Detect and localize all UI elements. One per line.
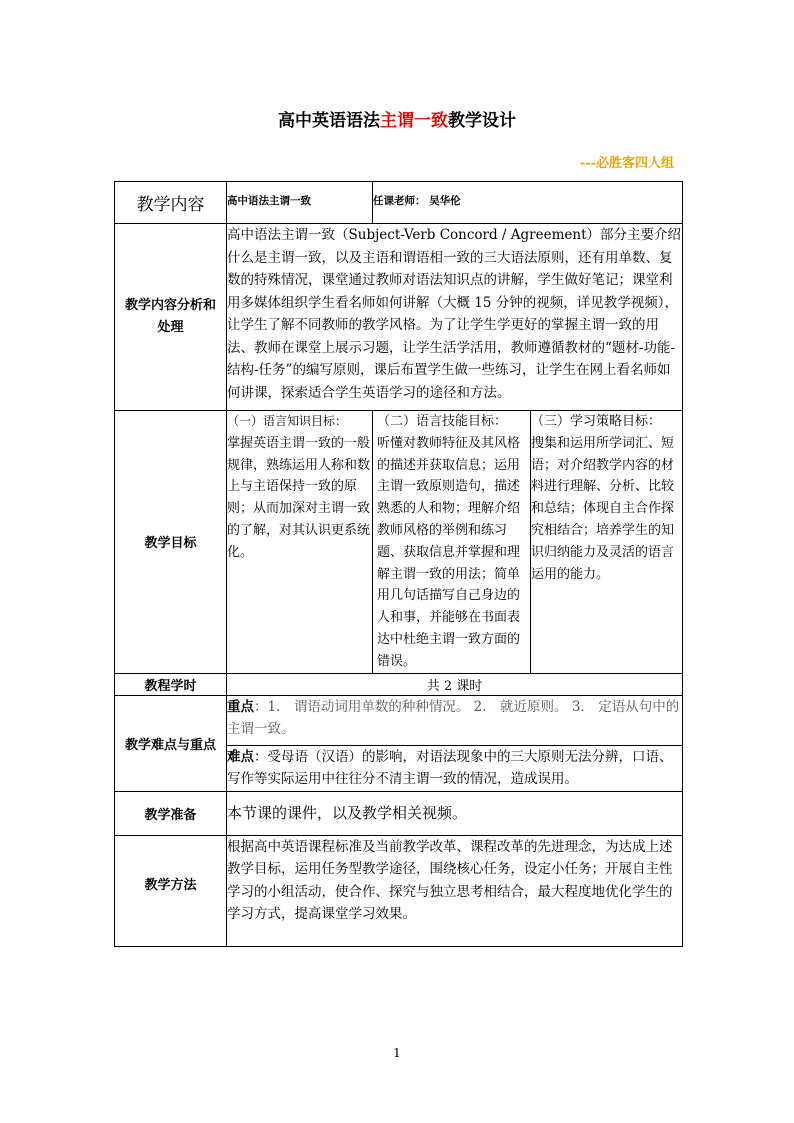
objective-knowledge (227, 411, 373, 674)
content-value: 高中语法主谓一致 (227, 182, 373, 224)
objective-knowledge-body: 掌握英语主谓一致的一般规律，熟练运用人称和数上与主语保持一致的原则；从而加深对主谓一致的了解，对其认识更系统化。 (227, 435, 371, 560)
row-method (115, 835, 683, 946)
prep-text: 本节课的课件，以及教学相关视频。 (227, 791, 683, 835)
objective-strategy-heading: （三）学习策略目标： (531, 414, 662, 429)
row-prep (115, 791, 683, 835)
hard-text: ：受母语（汉语）的影响，对语法现象中的三大原则无法分辨，口语、写作等实际运用中往往分不清主谓一致的情况，造成误用。 (227, 748, 673, 788)
hard-label: 难点 (227, 748, 254, 765)
key-points (227, 695, 683, 745)
label-analysis (115, 224, 227, 411)
key-label: 重点 (227, 698, 254, 715)
title-part1: 高中英语语法 (278, 111, 380, 131)
label-difficulty: 教学难点与重点 (115, 695, 227, 791)
objective-knowledge-heading: （一）语言知识目标： (227, 414, 348, 428)
label-analysis-text: 教学内容分析和处理 (124, 298, 216, 335)
row-hours (115, 673, 683, 695)
objective-strategy-body: 搜集和运用所学词汇、短语；对介绍教学内容的材料进行理解、分析、比较和总结；体现自主合作探究相结合；培养学生的知识归纳能力及灵活的语言运用的能力。 (531, 435, 675, 582)
row-key-points (115, 695, 683, 745)
objective-skill-heading: （二）语言技能目标： (377, 414, 508, 429)
row-objectives (115, 411, 683, 674)
teacher-value: 任课老师： 吴华伦 (373, 182, 683, 224)
label-content: 教学内容 (115, 182, 227, 224)
label-hours: 教程学时 (115, 673, 227, 695)
hard-points (227, 745, 683, 791)
row-analysis (115, 224, 683, 411)
group-name: ---必胜客四人组 (579, 156, 674, 171)
row-content (115, 182, 683, 224)
document-title (0, 106, 794, 131)
objective-skill-body: 听懂对教师特征及其风格的描述并获取信息；运用主谓一致原则造句，描述熟悉的人和物；理解介绍教师风格的举例和练习题、获取信息并掌握和理解主谓一致的用法；简单用几句话描写自己身边的人和事，并能够在书面表达中杜绝主谓一致方面的错误。 (377, 435, 521, 669)
key-text: ：1． 谓语动词用单数的种种情况。 2． 就近原则。 3． 定语从句中的主谓一致。 (227, 698, 680, 738)
label-method: 教学方法 (115, 835, 227, 946)
lesson-plan-table (114, 181, 683, 947)
label-prep: 教学准备 (115, 791, 227, 835)
analysis-text: 高中语法主谓一致（Subject-Verb Concord / Agreement）部分主要介绍什么是主谓一致，以及主语和谓语相一致的三大语法原则，还有用单数、复数的特殊情况，课堂通过教师对语法知识点的讲解，学生做好笔记；课堂利用多媒体组织学生看名师如何讲解（大概 15 分钟的视频，详见教学视频），让学生了解不同教师的教学风格。为了让学生学更好的掌握主谓一致的用法、教师在课堂上展示习题，让学生活学活用，教师遵循教材的“题材-功能-结构-任务”的编写原则，课后布置学生做一些练习，让学生在网上看名师如何讲课，探索适合学生英语学习的途径和方法。 (227, 224, 683, 411)
page-number: 1 (393, 1046, 401, 1060)
hours-value: 共 2 课时 (227, 673, 683, 695)
title-highlight: 主谓一致 (380, 111, 448, 131)
method-text: 根据高中英语课程标准及当前教学改革、课程改革的先进理念，为达成上述教学目标，运用任务型教学途径，围绕核心任务，设定小任务；开展自主性学习的小组活动，使合作、探究与独立思考相结合，最大程度地优化学生的学习方式，提高课堂学习效果。 (227, 835, 683, 946)
objective-strategy (531, 411, 683, 674)
objective-skill (373, 411, 531, 674)
title-part2: 教学设计 (448, 111, 516, 131)
label-objectives: 教学目标 (115, 411, 227, 674)
